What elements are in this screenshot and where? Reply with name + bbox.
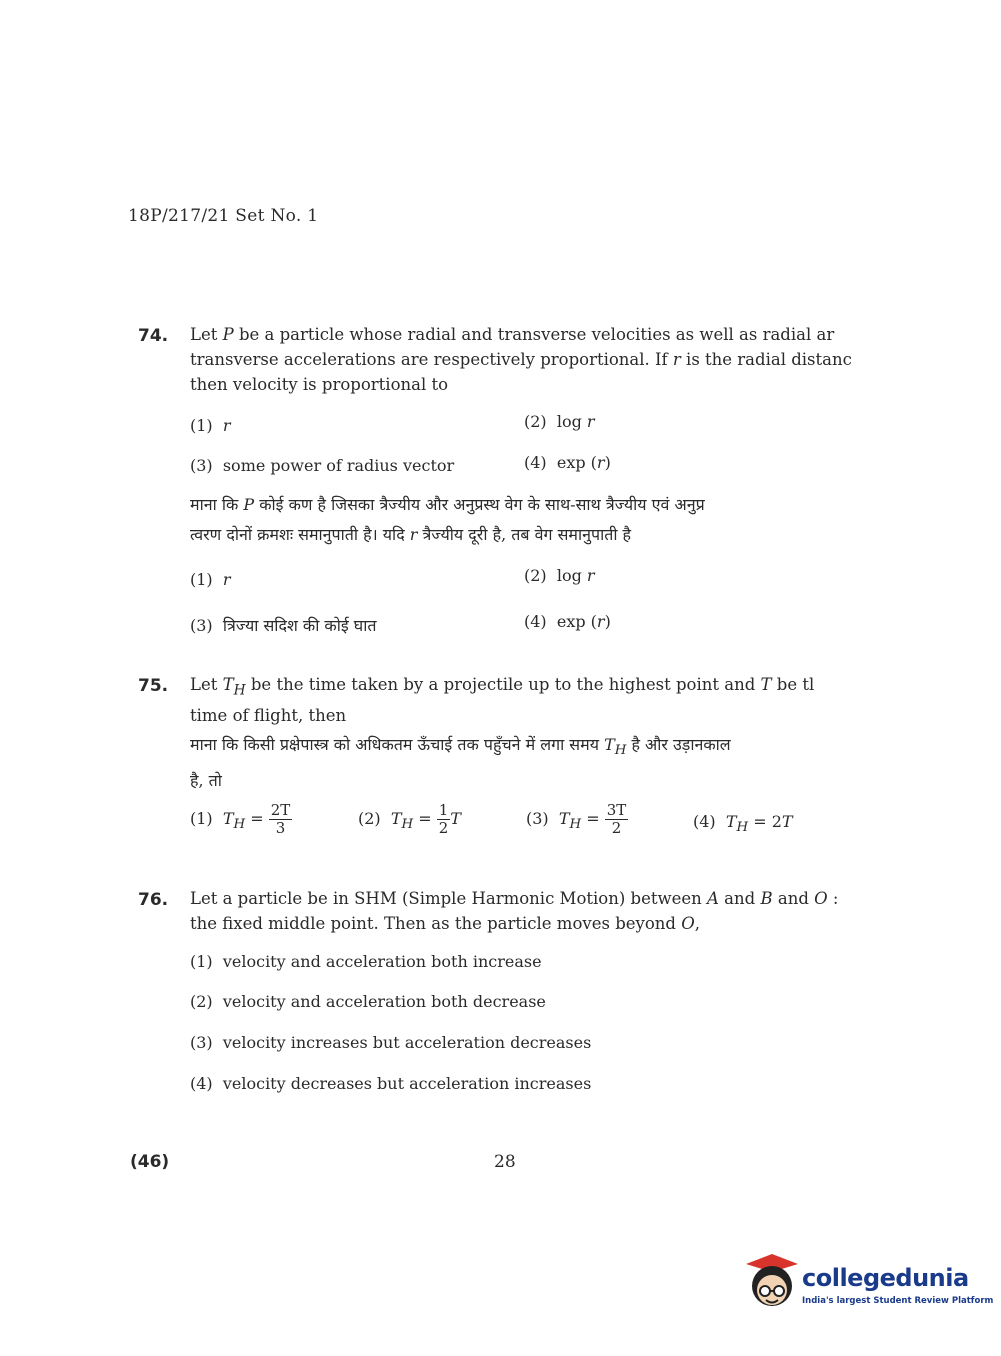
logo-wordmark: collegedunia xyxy=(802,1264,969,1292)
option-4: (4) $T_H = 2T$ xyxy=(693,812,793,836)
option-3: (3) velocity increases but acceleration decreases xyxy=(190,1033,592,1052)
question-76 xyxy=(138,886,878,1106)
option-3: (3) $T_H$ = $\frac{3T}{2}$ xyxy=(526,801,627,837)
question-text-hindi: माना कि P कोई कण है जिसका त्रैज्यीय और अनुप्रस्थ वेग के साथ-साथ त्रैज्यीय एवं अनुप्र त्वरण दोनों क्रमशः समानुपाती है। यदि r त्रैज्यीय दूरी है, तब वेग समानुपाती है xyxy=(190,495,705,544)
set-number-header: 18P/217/21 Set No. 1 xyxy=(128,206,319,226)
page-number: 28 xyxy=(494,1152,516,1172)
question-74 xyxy=(138,322,878,642)
hindi-option-4: (4) exp (r) xyxy=(524,612,611,631)
option-1: (1) velocity and acceleration both increase xyxy=(190,952,542,971)
question-text-hindi: माना कि किसी प्रक्षेपास्त्र को अधिकतम ऊँचाई तक पहुँचने में लगा समय $T_H$ है और उड़ानकाल है, तो xyxy=(190,735,731,791)
question-text: Let a particle be in SHM (Simple Harmonic Motion) between A and B and O : the fixed middle point. Then as the particle moves beyond O, xyxy=(190,889,839,933)
question-number: 75. xyxy=(138,676,169,696)
option-4: (4) velocity decreases but acceleration increases xyxy=(190,1074,592,1093)
fraction: $\frac{1}{2}$ xyxy=(438,801,449,837)
question-75 xyxy=(138,672,878,862)
option-4: (4) exp (r) xyxy=(524,453,611,472)
mascot-icon xyxy=(742,1250,800,1316)
option-2: (2) $T_H$ = $\frac{1}{2}$ T xyxy=(358,801,461,837)
fraction: $\frac{3T}{2}$ xyxy=(606,801,627,837)
question-text: Let $T_H$ be the time taken by a projectile up to the highest point and T be tl time of flight, then xyxy=(190,675,815,726)
option-3: (3) some power of radius vector xyxy=(190,456,455,475)
option-1: (1) r xyxy=(190,416,231,435)
option-1: (1) $T_H$ = $\frac{2T}{3}$ xyxy=(190,801,291,837)
hindi-option-3: (3) त्रिज्या सदिश की कोई घात xyxy=(190,616,377,635)
booklet-code: (46) xyxy=(130,1152,170,1172)
question-number: 76. xyxy=(138,890,169,910)
fraction: $\frac{2T}{3}$ xyxy=(270,801,291,837)
hindi-option-2: (2) log r xyxy=(524,566,595,585)
question-text: Let P be a particle whose radial and transverse velocities as well as radial ar transverse accelerations are respectively proportional. If r is the radial distanc then velocity is proportional to xyxy=(190,325,852,394)
option-2: (2) log r xyxy=(524,412,595,431)
question-number: 74. xyxy=(138,326,169,346)
hindi-option-1: (1) r xyxy=(190,570,231,589)
option-2: (2) velocity and acceleration both decrease xyxy=(190,992,546,1011)
collegedunia-logo xyxy=(742,1250,994,1320)
logo-tagline: India's largest Student Review Platform xyxy=(802,1296,994,1306)
